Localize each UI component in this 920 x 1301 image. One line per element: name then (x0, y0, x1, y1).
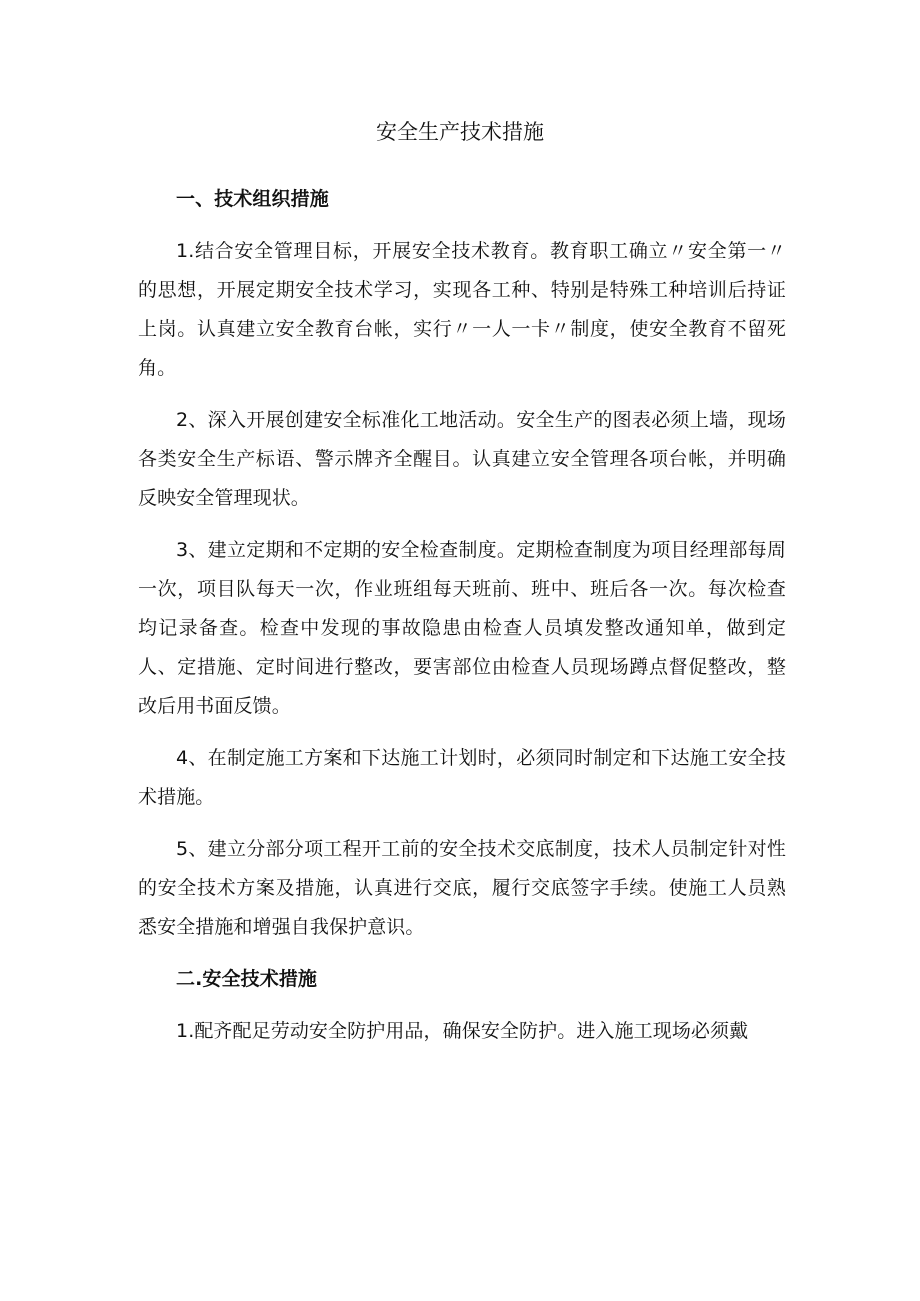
paragraph-6-protective-equipment: 1.配齐配足劳动安全防护用品，确保安全防护。进入施工现场必须戴 (176, 1020, 749, 1042)
paragraph-1-safety-education: 1.结合安全管理目标，开展安全技术教育。教育职工确立〃安全第一〃的思想，开展定期安全技术学习，实现各工种、特别是特殊工种培训后持证上岗。认真建立安全教育台帐，实行〃一人一卡〃制度，使安全教育不留死角。 (138, 240, 786, 379)
paragraph-5-technical-briefing: 5、建立分部分项工程开工前的安全技术交底制度，技术人员制定针对性的安全技术方案及措施，认真进行交底，履行交底签字手续。使施工人员熟悉安全措施和增强自我保护意识。 (138, 838, 786, 938)
paragraph-4-construction-plan: 4、在制定施工方案和下达施工计划时，必须同时制定和下达施工安全技术措施。 (138, 747, 786, 808)
paragraph-2-standardized-site: 2、深入开展创建安全标准化工地活动。安全生产的图表必须上墙，现场各类安全生产标语、警示牌齐全醒目。认真建立安全管理各项台帐，并明确反映安全管理现状。 (138, 409, 786, 509)
document-body (138, 180, 786, 1064)
section-heading-technical-organization: 一、技术组织措施 (176, 188, 329, 210)
document-title: 安全生产技术措施 (376, 120, 544, 144)
section-heading-safety-technical: 二.安全技术措施 (176, 968, 318, 990)
paragraph-3-safety-inspection: 3、建立定期和不定期的安全检查制度。定期检查制度为项目经理部每周一次，项目队每天一次，作业班组每天班前、班中、班后各一次。每次检查均记录备查。检查中发现的事故隐患由检查人员填发整改通知单，做到定人、定措施、定时间进行整改，要害部位由检查人员现场蹲点督促整改，整改后用书面反馈。 (138, 539, 786, 717)
